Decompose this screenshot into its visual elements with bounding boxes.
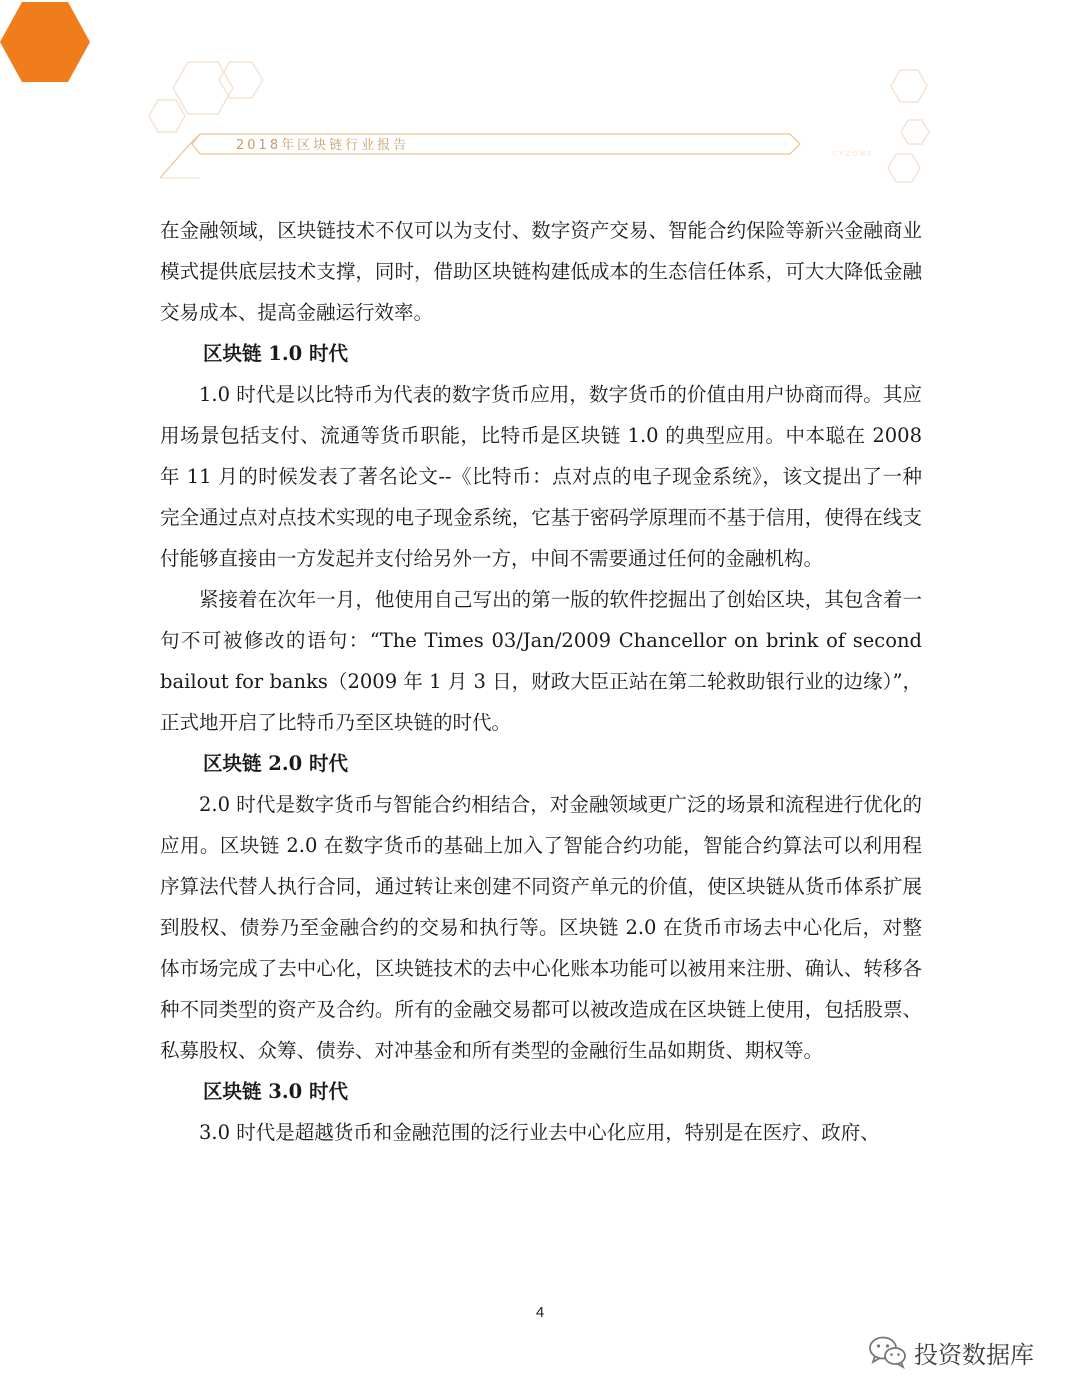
wechat-icon — [868, 1335, 908, 1369]
section-heading-blockchain-3: 区块链 3.0 时代 — [203, 1080, 349, 1103]
brand-name: 创业邦 — [821, 128, 885, 152]
brand-logo-hexagon — [0, 0, 90, 84]
watermark — [868, 1334, 1034, 1370]
section1-paragraph-2: 紧接着在次年一月，他使用自己写出的第一版的软件挖掘出了创始区块，其包含着一句不可被修改的语句：“The Times 03/Jan/2009 Chancellor on brink of second bailout for banks（2009 年 1 月 3 日，财政大臣正站在第二轮救助银行业的边缘）”，正式地开启了比特币乃至区块链的时代。 — [160, 588, 922, 734]
header-decoration — [0, 0, 1080, 200]
section-heading-blockchain-2: 区块链 2.0 时代 — [203, 752, 349, 775]
section3-paragraph-1: 3.0 时代是超越货币和金融范围的泛行业去中心化应用，特别是在医疗、政府、 — [199, 1121, 880, 1144]
section2-paragraph-1: 2.0 时代是数字货币与智能合约相结合，对金融领域更广泛的场景和流程进行优化的应用。区块链 2.0 在数字货币的基础上加入了智能合约功能，智能合约算法可以利用程序算法代替人执行合同，通过转让来创建不同资产单元的价值，使区块链从货币体系扩展到股权、债券乃至金融合约的交易和执行等。区块链 2.0 在货币市场去中心化后，对整体市场完成了去中心化，区块链技术的去中心化账本功能可以被用来注册、确认、转移各种不同类型的资产及合约。所有的金融交易都可以被改造成在区块链上使用，包括股票、私募股权、众筹、债券、对冲基金和所有类型的金融衍生品如期货、期权等。 — [160, 793, 922, 1062]
document-body — [160, 210, 922, 1153]
intro-paragraph: 在金融领域，区块链技术不仅可以为支付、数字资产交易、智能合约保险等新兴金融商业模式提供底层技术支撑，同时，借助区块链构建低成本的生态信任体系，可大大降低金融交易成本、提高金融运行效率。 — [160, 219, 922, 324]
page-header — [0, 0, 1080, 200]
report-title: 2018年区块链行业报告 — [236, 138, 410, 153]
brand-subtitle: CYZONE — [832, 150, 874, 158]
section1-paragraph-1: 1.0 时代是以比特币为代表的数字货币应用，数字货币的价值由用户协商而得。其应用场景包括支付、流通等货币职能，比特币是区块链 1.0 的典型应用。中本聪在 2008 年 11 月的时候发表了著名论文--《比特币：点对点的电子现金系统》，该文提出了一种完全通过点对点技术实现的电子现金系统，它基于密码学原理而不基于信用，使得在线支付能够直接由一方发起并支付给另外一方，中间不需要通过任何的金融机构。 — [160, 383, 922, 570]
page-number: 4 — [535, 1304, 545, 1321]
section-heading-blockchain-1: 区块链 1.0 时代 — [203, 342, 349, 365]
watermark-text: 投资数据库 — [914, 1340, 1034, 1369]
